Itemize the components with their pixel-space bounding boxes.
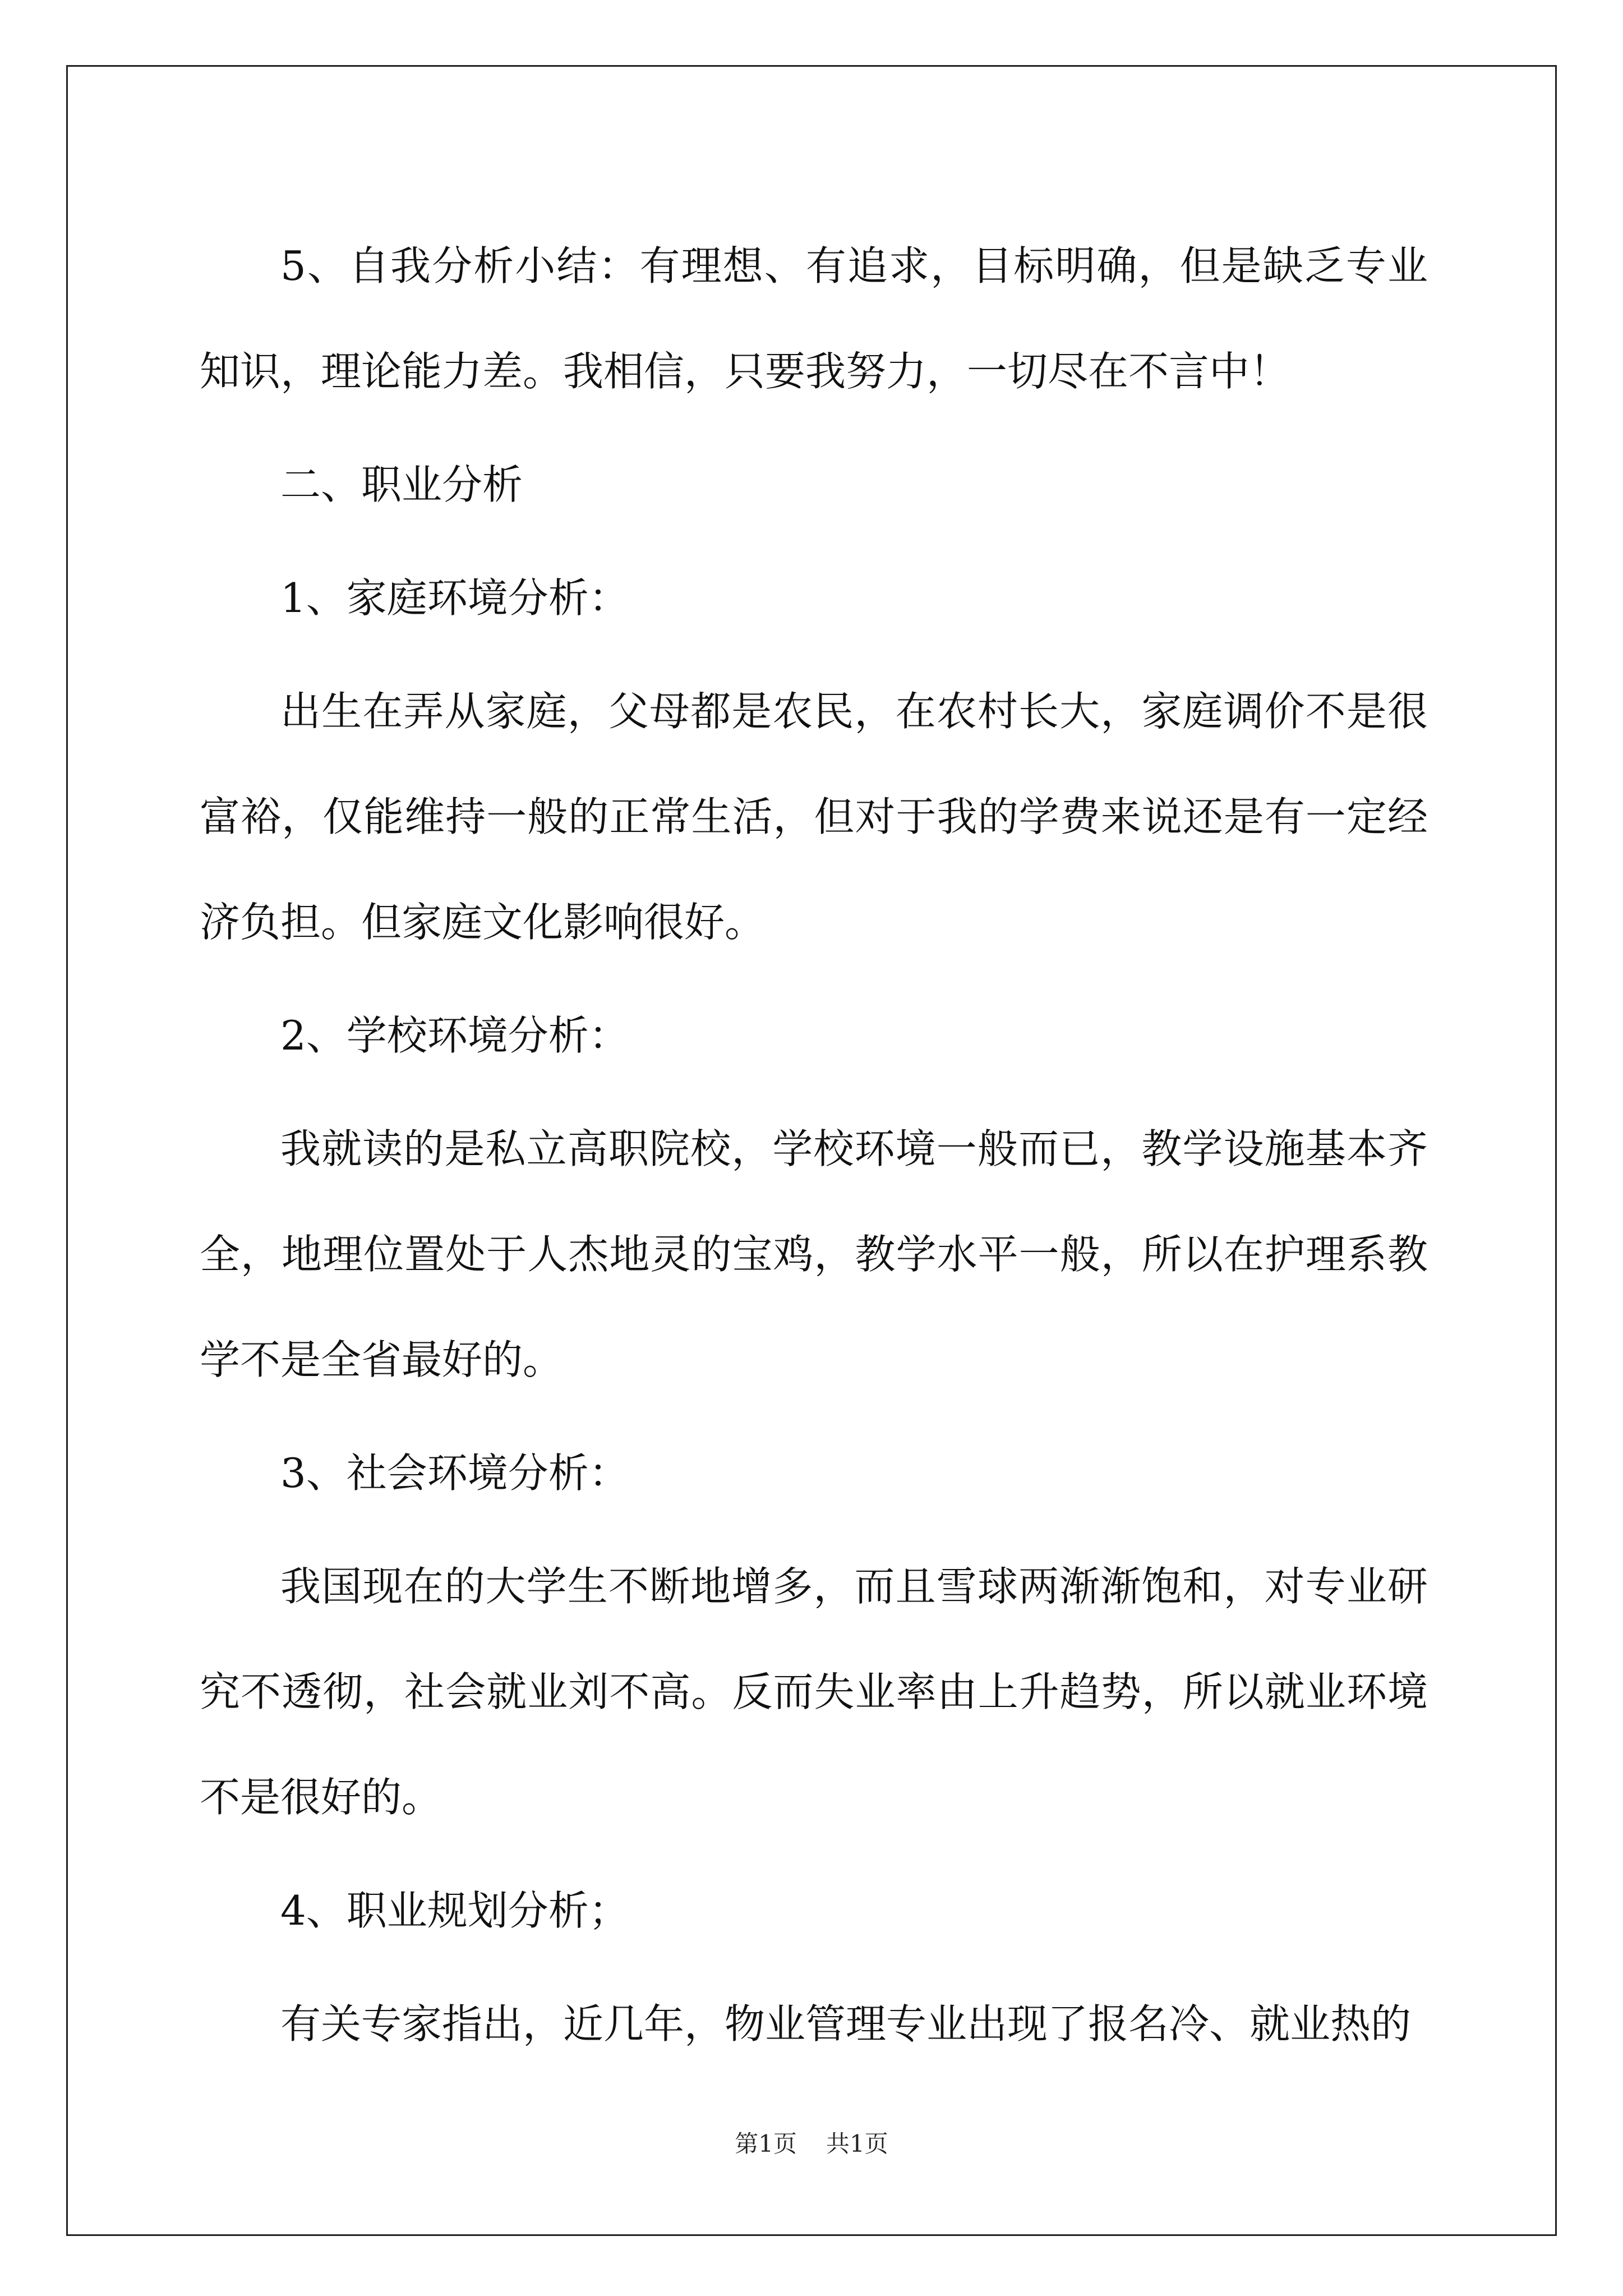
page-number-total: 共1页 [826, 2130, 888, 2157]
heading-family-environment: 1、家庭环境分析： [280, 574, 629, 622]
heading-school-environment: 2、学校环境分析： [280, 1012, 629, 1059]
paragraph-career-planning: 有关专家指出，近几年，物业管理专业出现了报名冷、就业热的 [280, 2000, 1412, 2047]
document-body [200, 213, 1428, 2077]
paragraph-social-environment: 我国现在的大学生不断地增多，而且雪球两渐渐饱和，对专业研究不透彻，社会就业刘不高。反而失业率由上升趋势，所以就业环境不是很好的。 [200, 1563, 1428, 1821]
paragraph-self-analysis-summary: 5、自我分析小结：有理想、有追求，目标明确，但是缺乏专业知识，理论能力差。我相信，只要我努力，一切尽在不言中！ [200, 242, 1428, 395]
paragraph-school-environment: 我就读的是私立高职院校，学校环境一般而已，教学设施基本齐全，地理位置处于人杰地灵的宝鸡，教学水平一般，所以在护理系教学不是全省最好的。 [200, 1125, 1428, 1383]
heading-social-environment: 3、社会环境分析： [280, 1450, 629, 1497]
paragraph-family-environment: 出生在弄从家庭，父母都是农民，在农村长大，家庭调价不是很富裕，仅能维持一般的正常生活，但对于我的学费来说还是有一定经济负担。但家庭文化影响很好。 [200, 688, 1428, 946]
page-number-current: 第1页 [735, 2130, 797, 2157]
heading-career-analysis: 二、职业分析 [280, 461, 523, 508]
heading-career-planning: 4、职业规划分析； [280, 1887, 629, 1934]
page-footer [0, 2127, 1623, 2161]
